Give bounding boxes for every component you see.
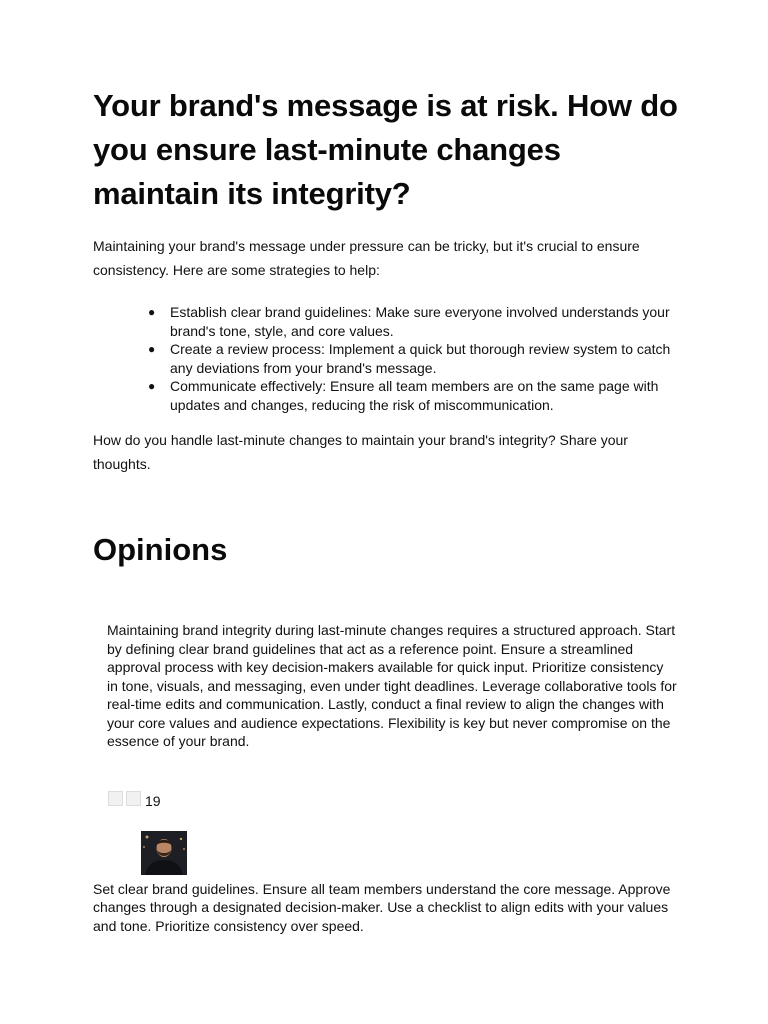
intro-paragraph: Maintaining your brand's message under pressure can be tricky, but it's crucial to ensure consistency. Here are some strategies to help:	[93, 238, 640, 278]
page-title: Your brand's message is at risk. How do you ensure last-minute changes maintain its integrity?	[93, 88, 678, 211]
reaction-count: 19	[145, 792, 161, 809]
bullet-icon: ●	[148, 342, 156, 356]
like-icon[interactable]	[108, 791, 123, 806]
celebrate-icon[interactable]	[126, 791, 141, 806]
opinions-heading: Opinions	[93, 532, 228, 567]
tip-text: Communicate effectively: Ensure all team members are on the same page with updates and changes, reducing the risk of miscommunication.	[170, 378, 659, 413]
tip-text: Establish clear brand guidelines: Make sure everyone involved understands your brand's tone, style, and core values.	[170, 304, 670, 339]
tip-text: Create a review process: Implement a quick but thorough review system to catch any deviations from your brand's message.	[170, 341, 671, 376]
list-item	[148, 303, 678, 340]
article	[93, 84, 678, 935]
list-item	[148, 340, 678, 377]
comment-text: Set clear brand guidelines. Ensure all team members understand the core message. Approve changes through a designated decision-maker. Use a checklist to align edits with your values and tone. Prioritize consistency over speed.	[93, 880, 671, 934]
avatar-photo	[141, 831, 187, 875]
opinion-text: Maintaining brand integrity during last-minute changes requires a structured approach. Start by defining clear brand guidelines that act as a reference point. Ensure a streamlined approval process with key decision-makers available for quick input. Prioritize consistency in tone, visuals, and messaging, even under tight deadlines. Leverage collaborative tools for real-time edits and communication. Lastly, conduct a final review to align the changes with your core values and audience expectations. Flexibility is key but never compromise on the essence of your brand.	[107, 622, 677, 749]
avatar[interactable]	[141, 831, 187, 875]
tips-list	[93, 303, 678, 414]
reactions-bar[interactable]	[108, 790, 678, 808]
bullet-icon: ●	[148, 305, 156, 319]
list-item	[148, 377, 678, 414]
closing-question: How do you handle last-minute changes to maintain your brand's integrity? Share your thoughts.	[93, 432, 628, 472]
bullet-icon: ●	[148, 379, 156, 393]
